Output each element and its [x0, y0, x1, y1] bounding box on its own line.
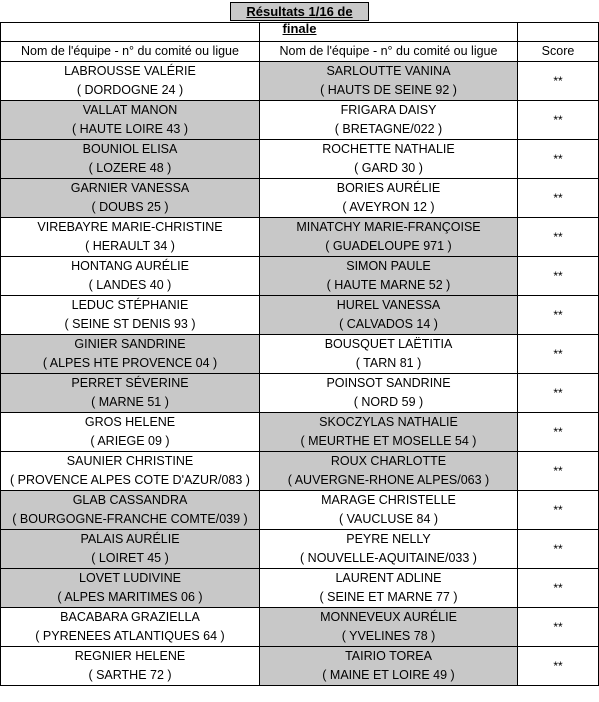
- score-cell: **: [518, 374, 599, 413]
- left-team-committee: ( HERAULT 34 ): [1, 237, 260, 257]
- page-title: Résultats 1/16 de finale: [230, 2, 369, 21]
- results-table: [0, 22, 599, 686]
- match-row: [1, 569, 599, 589]
- header-row: [1, 42, 599, 62]
- right-team-committee: ( BRETAGNE/022 ): [260, 120, 518, 140]
- score-cell: **: [518, 413, 599, 452]
- right-team-committee: ( NOUVELLE-AQUITAINE/033 ): [260, 549, 518, 569]
- match-row-committee: [1, 471, 599, 491]
- left-team-committee: ( LANDES 40 ): [1, 276, 260, 296]
- title-row: [0, 0, 599, 36]
- left-team-committee: ( ALPES MARITIMES 06 ): [1, 588, 260, 608]
- match-row: [1, 413, 599, 433]
- header-left-team: Nom de l'équipe - n° du comité ou ligue: [1, 42, 260, 62]
- left-team-name: BACABARA GRAZIELLA: [1, 608, 260, 628]
- right-team-name: BORIES AURÉLIE: [260, 179, 518, 199]
- right-team-name: MARAGE CHRISTELLE: [260, 491, 518, 511]
- spacer-row: [1, 23, 599, 42]
- match-row: [1, 218, 599, 238]
- left-team-name: REGNIER HELENE: [1, 647, 260, 667]
- left-team-committee: ( DORDOGNE 24 ): [1, 81, 260, 101]
- match-row-committee: [1, 666, 599, 686]
- score-cell: **: [518, 491, 599, 530]
- right-team-committee: ( TARN 81 ): [260, 354, 518, 374]
- left-team-name: GLAB CASSANDRA: [1, 491, 260, 511]
- left-team-name: BOUNIOL ELISA: [1, 140, 260, 160]
- match-row: [1, 530, 599, 550]
- left-team-name: SAUNIER CHRISTINE: [1, 452, 260, 472]
- left-team-committee: ( SEINE ST DENIS 93 ): [1, 315, 260, 335]
- header-right-team: Nom de l'équipe - n° du comité ou ligue: [260, 42, 518, 62]
- score-cell: **: [518, 296, 599, 335]
- left-team-name: PALAIS AURÉLIE: [1, 530, 260, 550]
- right-team-name: MINATCHY MARIE-FRANÇOISE: [260, 218, 518, 238]
- left-team-committee: ( MARNE 51 ): [1, 393, 260, 413]
- score-cell: **: [518, 608, 599, 647]
- right-team-name: SKOCZYLAS NATHALIE: [260, 413, 518, 433]
- left-team-committee: ( PYRENEES ATLANTIQUES 64 ): [1, 627, 260, 647]
- spacer-cell: [260, 23, 518, 42]
- right-team-name: ROUX CHARLOTTE: [260, 452, 518, 472]
- left-team-name: GARNIER VANESSA: [1, 179, 260, 199]
- right-team-name: LAURENT ADLINE: [260, 569, 518, 589]
- match-row-committee: [1, 432, 599, 452]
- score-cell: **: [518, 218, 599, 257]
- right-team-name: SARLOUTTE VANINA: [260, 62, 518, 82]
- left-team-committee: ( HAUTE LOIRE 43 ): [1, 120, 260, 140]
- right-team-committee: ( SEINE ET MARNE 77 ): [260, 588, 518, 608]
- score-cell: **: [518, 179, 599, 218]
- match-row: [1, 140, 599, 160]
- match-row: [1, 452, 599, 472]
- spacer-cell: [518, 23, 599, 42]
- right-team-committee: ( HAUTS DE SEINE 92 ): [260, 81, 518, 101]
- right-team-name: ROCHETTE NATHALIE: [260, 140, 518, 160]
- left-team-name: VALLAT MANON: [1, 101, 260, 121]
- match-row-committee: [1, 510, 599, 530]
- right-team-committee: ( AVEYRON 12 ): [260, 198, 518, 218]
- score-cell: **: [518, 647, 599, 686]
- right-team-name: HUREL VANESSA: [260, 296, 518, 316]
- right-team-committee: ( CALVADOS 14 ): [260, 315, 518, 335]
- right-team-committee: ( GUADELOUPE 971 ): [260, 237, 518, 257]
- right-team-committee: ( MEURTHE ET MOSELLE 54 ): [260, 432, 518, 452]
- match-row-committee: [1, 81, 599, 101]
- left-team-name: LABROUSSE VALÉRIE: [1, 62, 260, 82]
- left-team-name: GROS HELENE: [1, 413, 260, 433]
- match-row-committee: [1, 549, 599, 569]
- score-cell: **: [518, 335, 599, 374]
- right-team-committee: ( MAINE ET LOIRE 49 ): [260, 666, 518, 686]
- left-team-name: HONTANG AURÉLIE: [1, 257, 260, 277]
- right-team-committee: ( GARD 30 ): [260, 159, 518, 179]
- left-team-name: GINIER SANDRINE: [1, 335, 260, 355]
- right-team-name: BOUSQUET LAËTITIA: [260, 335, 518, 355]
- match-row-committee: [1, 198, 599, 218]
- left-team-name: PERRET SÉVERINE: [1, 374, 260, 394]
- spacer-cell: [1, 23, 260, 42]
- left-team-committee: ( PROVENCE ALPES COTE D'AZUR/083 ): [1, 471, 260, 491]
- match-row: [1, 647, 599, 667]
- left-team-name: LOVET LUDIVINE: [1, 569, 260, 589]
- right-team-committee: ( HAUTE MARNE 52 ): [260, 276, 518, 296]
- match-row-committee: [1, 315, 599, 335]
- match-row: [1, 374, 599, 394]
- match-row: [1, 101, 599, 121]
- right-team-name: POINSOT SANDRINE: [260, 374, 518, 394]
- left-team-name: VIREBAYRE MARIE-CHRISTINE: [1, 218, 260, 238]
- match-row: [1, 335, 599, 355]
- match-row-committee: [1, 276, 599, 296]
- right-team-name: TAIRIO TOREA: [260, 647, 518, 667]
- score-cell: **: [518, 452, 599, 491]
- match-row: [1, 62, 599, 82]
- match-row-committee: [1, 354, 599, 374]
- left-team-committee: ( ALPES HTE PROVENCE 04 ): [1, 354, 260, 374]
- match-row: [1, 491, 599, 511]
- score-cell: **: [518, 569, 599, 608]
- match-row-committee: [1, 159, 599, 179]
- score-cell: **: [518, 530, 599, 569]
- right-team-name: PEYRE NELLY: [260, 530, 518, 550]
- left-team-committee: ( BOURGOGNE-FRANCHE COMTE/039 ): [1, 510, 260, 530]
- score-cell: **: [518, 62, 599, 101]
- match-row-committee: [1, 237, 599, 257]
- right-team-committee: ( NORD 59 ): [260, 393, 518, 413]
- right-team-name: SIMON PAULE: [260, 257, 518, 277]
- right-team-committee: ( YVELINES 78 ): [260, 627, 518, 647]
- right-team-name: FRIGARA DAISY: [260, 101, 518, 121]
- match-row-committee: [1, 120, 599, 140]
- match-row: [1, 179, 599, 199]
- match-row: [1, 296, 599, 316]
- left-team-committee: ( DOUBS 25 ): [1, 198, 260, 218]
- left-team-name: LEDUC STÉPHANIE: [1, 296, 260, 316]
- header-score: Score: [518, 42, 599, 62]
- left-team-committee: ( SARTHE 72 ): [1, 666, 260, 686]
- right-team-committee: ( VAUCLUSE 84 ): [260, 510, 518, 530]
- score-cell: **: [518, 101, 599, 140]
- match-row: [1, 257, 599, 277]
- right-team-committee: ( AUVERGNE-RHONE ALPES/063 ): [260, 471, 518, 491]
- left-team-committee: ( LOZERE 48 ): [1, 159, 260, 179]
- match-row-committee: [1, 393, 599, 413]
- right-team-name: MONNEVEUX AURÉLIE: [260, 608, 518, 628]
- score-cell: **: [518, 257, 599, 296]
- match-row-committee: [1, 627, 599, 647]
- score-cell: **: [518, 140, 599, 179]
- match-row-committee: [1, 588, 599, 608]
- left-team-committee: ( ARIEGE 09 ): [1, 432, 260, 452]
- match-row: [1, 608, 599, 628]
- left-team-committee: ( LOIRET 45 ): [1, 549, 260, 569]
